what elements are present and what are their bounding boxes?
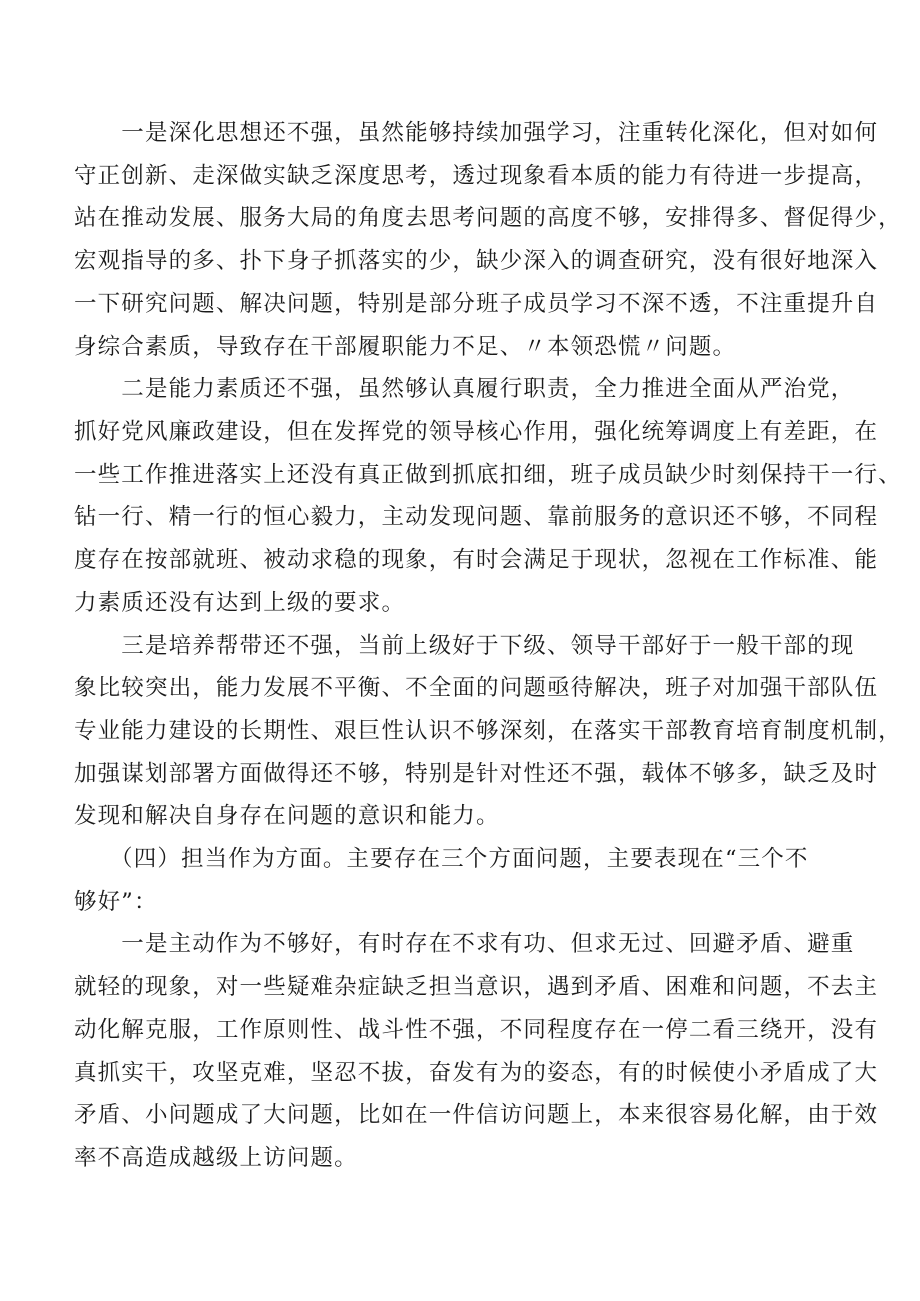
text-line: 发现和解决自身存在问题的意识和能力。 — [74, 803, 500, 829]
text-line: 就轻的现象，对一些疑难杂症缺乏担当意识，遇到矛盾、困难和问题，不去主 — [74, 974, 879, 1000]
text-line: 度存在按部就班、被动求稳的现象，有时会满足于现状，忽视在工作标准、能 — [74, 547, 879, 573]
text-line: 矛盾、小问题成了大问题，比如在一件信访问题上，本来很容易化解，由于效 — [74, 1102, 879, 1128]
text-line: 动化解克服，工作原则性、战斗性不强，不同程度存在一停二看三绕开，没有 — [74, 1017, 879, 1043]
text-line: 一些工作推进落实上还没有真正做到抓底扣细，班子成员缺少时刻保持干一行、 — [74, 462, 902, 488]
text-line: 够好”： — [74, 889, 158, 915]
text-line: 加强谋划部署方面做得还不够，特别是针对性还不强，载体不够多，缺乏及时 — [74, 761, 879, 787]
text-line: （四）担当作为方面。主要存在三个方面问题，主要表现在“三个不 — [74, 846, 809, 872]
text-line: 一下研究问题、解决问题，特别是部分班子成员学习不深不透，不注重提升自 — [74, 291, 879, 317]
text-line: 率不高造成越级上访问题。 — [74, 1145, 358, 1171]
text-line: 抓好党风廉政建设，但在发挥党的领导核心作用，强化统筹调度上有差距，在 — [74, 419, 879, 445]
text-line: 一是主动作为不够好，有时存在不求有功、但求无过、回避矛盾、避重 — [74, 931, 855, 957]
text-line: 专业能力建设的长期性、艰巨性认识不够深刻，在落实干部教育培育制度机制， — [74, 718, 902, 744]
text-line: 宏观指导的多、扑下身子抓落实的少，缺少深入的调查研究，没有很好地深入 — [74, 248, 879, 274]
text-line: 三是培养帮带还不强，当前上级好于下级、领导干部好于一般干部的现 — [74, 633, 855, 659]
text-line: 一是深化思想还不强，虽然能够持续加强学习，注重转化深化，但对如何 — [74, 120, 879, 146]
text-line: 二是能力素质还不强，虽然够认真履行职责，全力推进全面从严治党， — [74, 376, 855, 402]
text-line: 力素质还没有达到上级的要求。 — [74, 590, 406, 616]
text-line: 守正创新、走深做实缺乏深度思考，透过现象看本质的能力有待进一步提高， — [74, 163, 879, 189]
text-line: 象比较突出，能力发展不平衡、不全面的问题亟待解决，班子对加强干部队伍 — [74, 675, 879, 701]
text-line: 站在推动发展、服务大局的角度去思考问题的高度不够，安排得多、督促得少， — [74, 205, 902, 231]
text-line: 钻一行、精一行的恒心毅力，主动发现问题、靠前服务的意识还不够，不同程 — [74, 504, 879, 530]
text-line: 真抓实干，攻坚克难，坚忍不拔，奋发有为的姿态，有的时候使小矛盾成了大 — [74, 1060, 879, 1086]
text-line: 身综合素质，导致存在干部履职能力不足、〃本领恐慌〃问题。 — [74, 334, 737, 360]
